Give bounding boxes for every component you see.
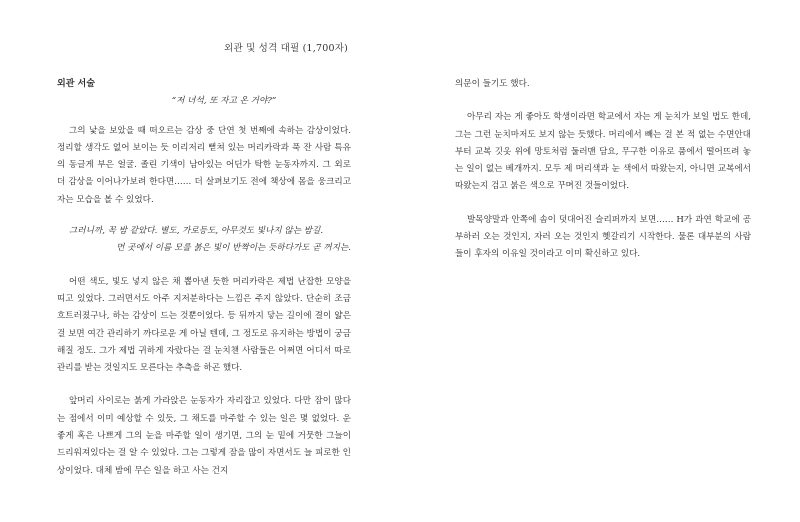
paragraph-5: 발목양말과 안쪽에 솜이 덧대어진 슬리퍼까지 보면…… H가 과연 학교에 공부하러 오는 것인지, 자러 오는 것인지 헷갈리기 시작한다. 물론 대부분의 사람들이 후자의 이유일 것이라고 이미 확신하고 있다. — [455, 214, 751, 260]
poem-line-1: 그러니까, 꼭 밤 같았다. 별도, 가로등도, 아무것도 빛나지 않는 밤길. — [69, 226, 324, 237]
paragraph-3: 앞머리 사이로는 붉게 가라앉은 눈동자가 자리잡고 있었다. 다만 잠이 많다는 점에서 이미 예상할 수 있듯, 그 채도를 마주할 수 있는 일은 몇 없었다. 운 좋게 혹은 나쁘게 그의 눈을 마주할 일이 생기면, 그의 눈 밑에 거뭇한 그늘이 드리워져있다는 걸 알 수 있었다. 그는 그렇게 잠을 많이 자면서도 늘 피로한 인상이었다. 대체 밤에 무슨 일을 하고 사는 건지 — [57, 396, 351, 476]
paragraph-1: 그의 낯을 보았을 때 떠오르는 감상 중 단연 첫 번째에 속하는 감상이었다. 정리할 생각도 없어 보이는 듯 이리저리 뻗쳐 있는 머리카락과 푹 잔 사람 특유의 동글게 부은 얼굴. 졸린 기색이 남아있는 어딘가 탁한 눈동자까지. 그 외로 더 감상을 이어나가보려 한다면…… 더 살펴보기도 전에 책상에 몸을 웅크리고 자는 모습을 볼 수 있었다. — [57, 125, 351, 205]
paragraph-2: 어떤 색도, 빛도 넣지 않은 채 뽑아낸 듯한 머리카락은 제법 난잡한 모양을 띠고 있었다. 그러면서도 아주 지저분하다는 느낌은 주지 않았다. 단순히 조금 흐트러졌구나, 하는 감상이 드는 것뿐이었다. 등 뒤까지 닿는 길이에 결이 얇은 걸 보면 여간 관리하기 까다로운 게 아닐 텐데, 그 정도로 유지하는 방법이 궁금해질 정도. 그가 제법 귀하게 자랐다는 걸 눈치챈 사람들은 어쩌면 어디서 따로 관리를 받는 것일지도 모른다는 추측을 하곤 했다. — [57, 276, 351, 374]
paragraph-continuation: 의문이 들기도 했다. — [455, 79, 530, 89]
opening-quote: “저 녀석, 또 자고 온 거야?” — [171, 96, 277, 107]
right-column — [455, 76, 751, 264]
poem-block — [57, 223, 351, 258]
page-header-title: 외관 및 성격 대필 (1,700자) — [224, 43, 348, 54]
left-column — [57, 76, 351, 480]
section-title: 외관 서술 — [57, 79, 95, 89]
poem-line-2: 먼 곳에서 이름 모를 붉은 빛이 반짝이는 듯하다가도 곧 꺼지는. — [116, 243, 351, 254]
paragraph-4: 아무리 자는 게 좋아도 학생이라면 학교에서 자는 게 눈치가 보일 법도 한데, 그는 그런 눈치마저도 보지 않는 듯했다. 머리에서 빼는 걸 본 적 없는 수면안대부터 교복 깃옷 위에 망토처럼 둘러맨 담요, 무구한 이유로 품에서 떨어뜨려 놓는 일이 없는 베개까지. 모두 제 머리색과 눈 색에서 따왔는지, 아니면 교복에서 따왔는지 검고 붉은 색으로 꾸며진 것들이었다. — [455, 112, 751, 192]
